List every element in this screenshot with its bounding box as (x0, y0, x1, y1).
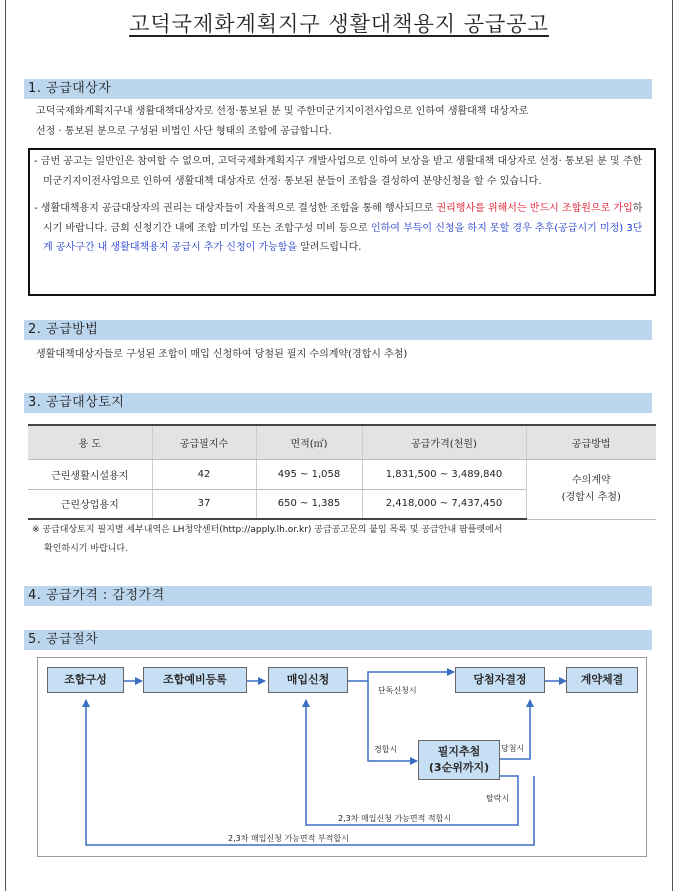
table-header-cell: 공급가격(천원) (362, 425, 526, 459)
page-title: 고덕국제화계획지구 생활대책용지 공급공고 (129, 12, 549, 36)
table-header-cell: 면적(㎡) (256, 425, 362, 459)
notice-highlight-blue: 인하여 부득이 신청을 하지 못할 경우 추후(공급시기 미정) 3단계 공사구간 내 생활대책용지 공급시 추가 신청이 가능함을 (43, 222, 643, 253)
table-note-line1: ※ 공급대상토지 필지별 세부내역은 LH청약센터(http://apply.lh.or.kr) 공급공고문의 붙임 목록 및 공급안내 팜플렛에서 (32, 525, 503, 535)
table-cell-supply-method: 수의계약 (경합시 추첨) (526, 459, 656, 519)
notice-paragraph-2: - 생활대책용지 공급대상자의 권리는 대상자들이 자율적으로 결성한 조합을 통해 행사되므로 권리행사를 위해서는 반드시 조합원으로 가입하시기 바랍니다. 금회 신청기간 내에 조합 미가입 또는 조합구성 미비 등으로 인하여 부득이 신청을 하지 못할 경우 추후(공급시기 미정) 3단계 공사구간 내 생활대책용지 공급시 추가 신청이 가능함을 알려드립니다. (34, 203, 643, 253)
flow-step-pre-register: 조합예비등록 (143, 667, 247, 693)
section-header-supply-price: 4. 공급가격 : 감정가격 (24, 586, 652, 606)
notice-highlight-red: 권리행사를 위해서는 반드시 조합원으로 가입 (436, 203, 633, 214)
section-header-supply-land: 3. 공급대상토지 (24, 393, 652, 413)
table-cell: 1,831,500 ~ 3,489,840 (362, 459, 526, 489)
flow-step-contract: 계약체결 (566, 667, 638, 693)
label-ineligible-area: 2,3차 매입신청 가능면적 부적합시 (228, 834, 349, 843)
flow-step-purchase-request: 매입신청 (268, 667, 348, 693)
table-row (28, 459, 656, 489)
table-header-cell: 용 도 (28, 425, 152, 459)
supply-target-text-line1: 고덕국제화계획지구내 생활대책대상자로 선정·통보된 분 및 주한미군기지이전사업으로 인하여 생활대책 대상자로 (36, 106, 529, 117)
label-winner: 당첨시 (501, 744, 525, 753)
table-cell: 495 ~ 1,058 (256, 459, 362, 489)
flow-step-form-union: 조합구성 (47, 667, 124, 693)
arrow-single-application (348, 672, 454, 681)
table-note-line2: 확인하시기 바랍니다. (44, 544, 128, 554)
supply-land-table (28, 424, 656, 520)
table-header-cell: 공급필지수 (152, 425, 256, 459)
flow-step-lot-drawing: 필지추첨 (3순위까지) (418, 740, 500, 780)
table-header-cell: 공급방법 (526, 425, 656, 459)
label-eligible-area: 2,3차 매입신청 가능면적 적합시 (338, 814, 452, 823)
supply-target-text-line2: 선정 · 통보된 분으로 구성된 비법인 사단 형태의 조합에 공급합니다. (36, 126, 332, 137)
section-header-supply-method: 2. 공급방법 (24, 320, 652, 340)
page (5, 0, 673, 891)
table-cell: 2,418,000 ~ 7,437,450 (362, 489, 526, 519)
flow-step-winner-decision: 당첨자결정 (455, 667, 545, 693)
label-single-application: 단독신청시 (378, 686, 417, 695)
label-competition: 경합시 (374, 745, 398, 754)
notice-box (28, 148, 656, 296)
section-header-supply-target: 1. 공급대상자 (24, 79, 652, 99)
table-cell: 42 (152, 459, 256, 489)
table-header-row (28, 425, 656, 459)
supply-method-text: 생활대책대상자들로 구성된 조합이 매입 신청하여 당첨된 필지 수의계약(경합시 추첨) (36, 349, 408, 360)
label-eliminated: 탈락시 (486, 794, 510, 803)
table-cell: 650 ~ 1,385 (256, 489, 362, 519)
table-cell: 근린생활시설용지 (28, 459, 152, 489)
section-header-supply-procedure: 5. 공급절차 (24, 630, 652, 650)
notice-paragraph-1: - 금번 공고는 일반인은 참여할 수 없으며, 고덕국제화계획지구 개발사업으로 인하여 보상을 받고 생활대책 대상자로 선정· 통보된 분 및 주한미군기지이전사업으로 인하여 생활대책 대상자로 선정· 통보된 분들이 조합을 결성하여 분양신청을 할 수 있습니다. (34, 156, 643, 187)
procedure-flowchart (37, 657, 647, 857)
table-cell: 37 (152, 489, 256, 519)
table-cell: 근린상업용지 (28, 489, 152, 519)
